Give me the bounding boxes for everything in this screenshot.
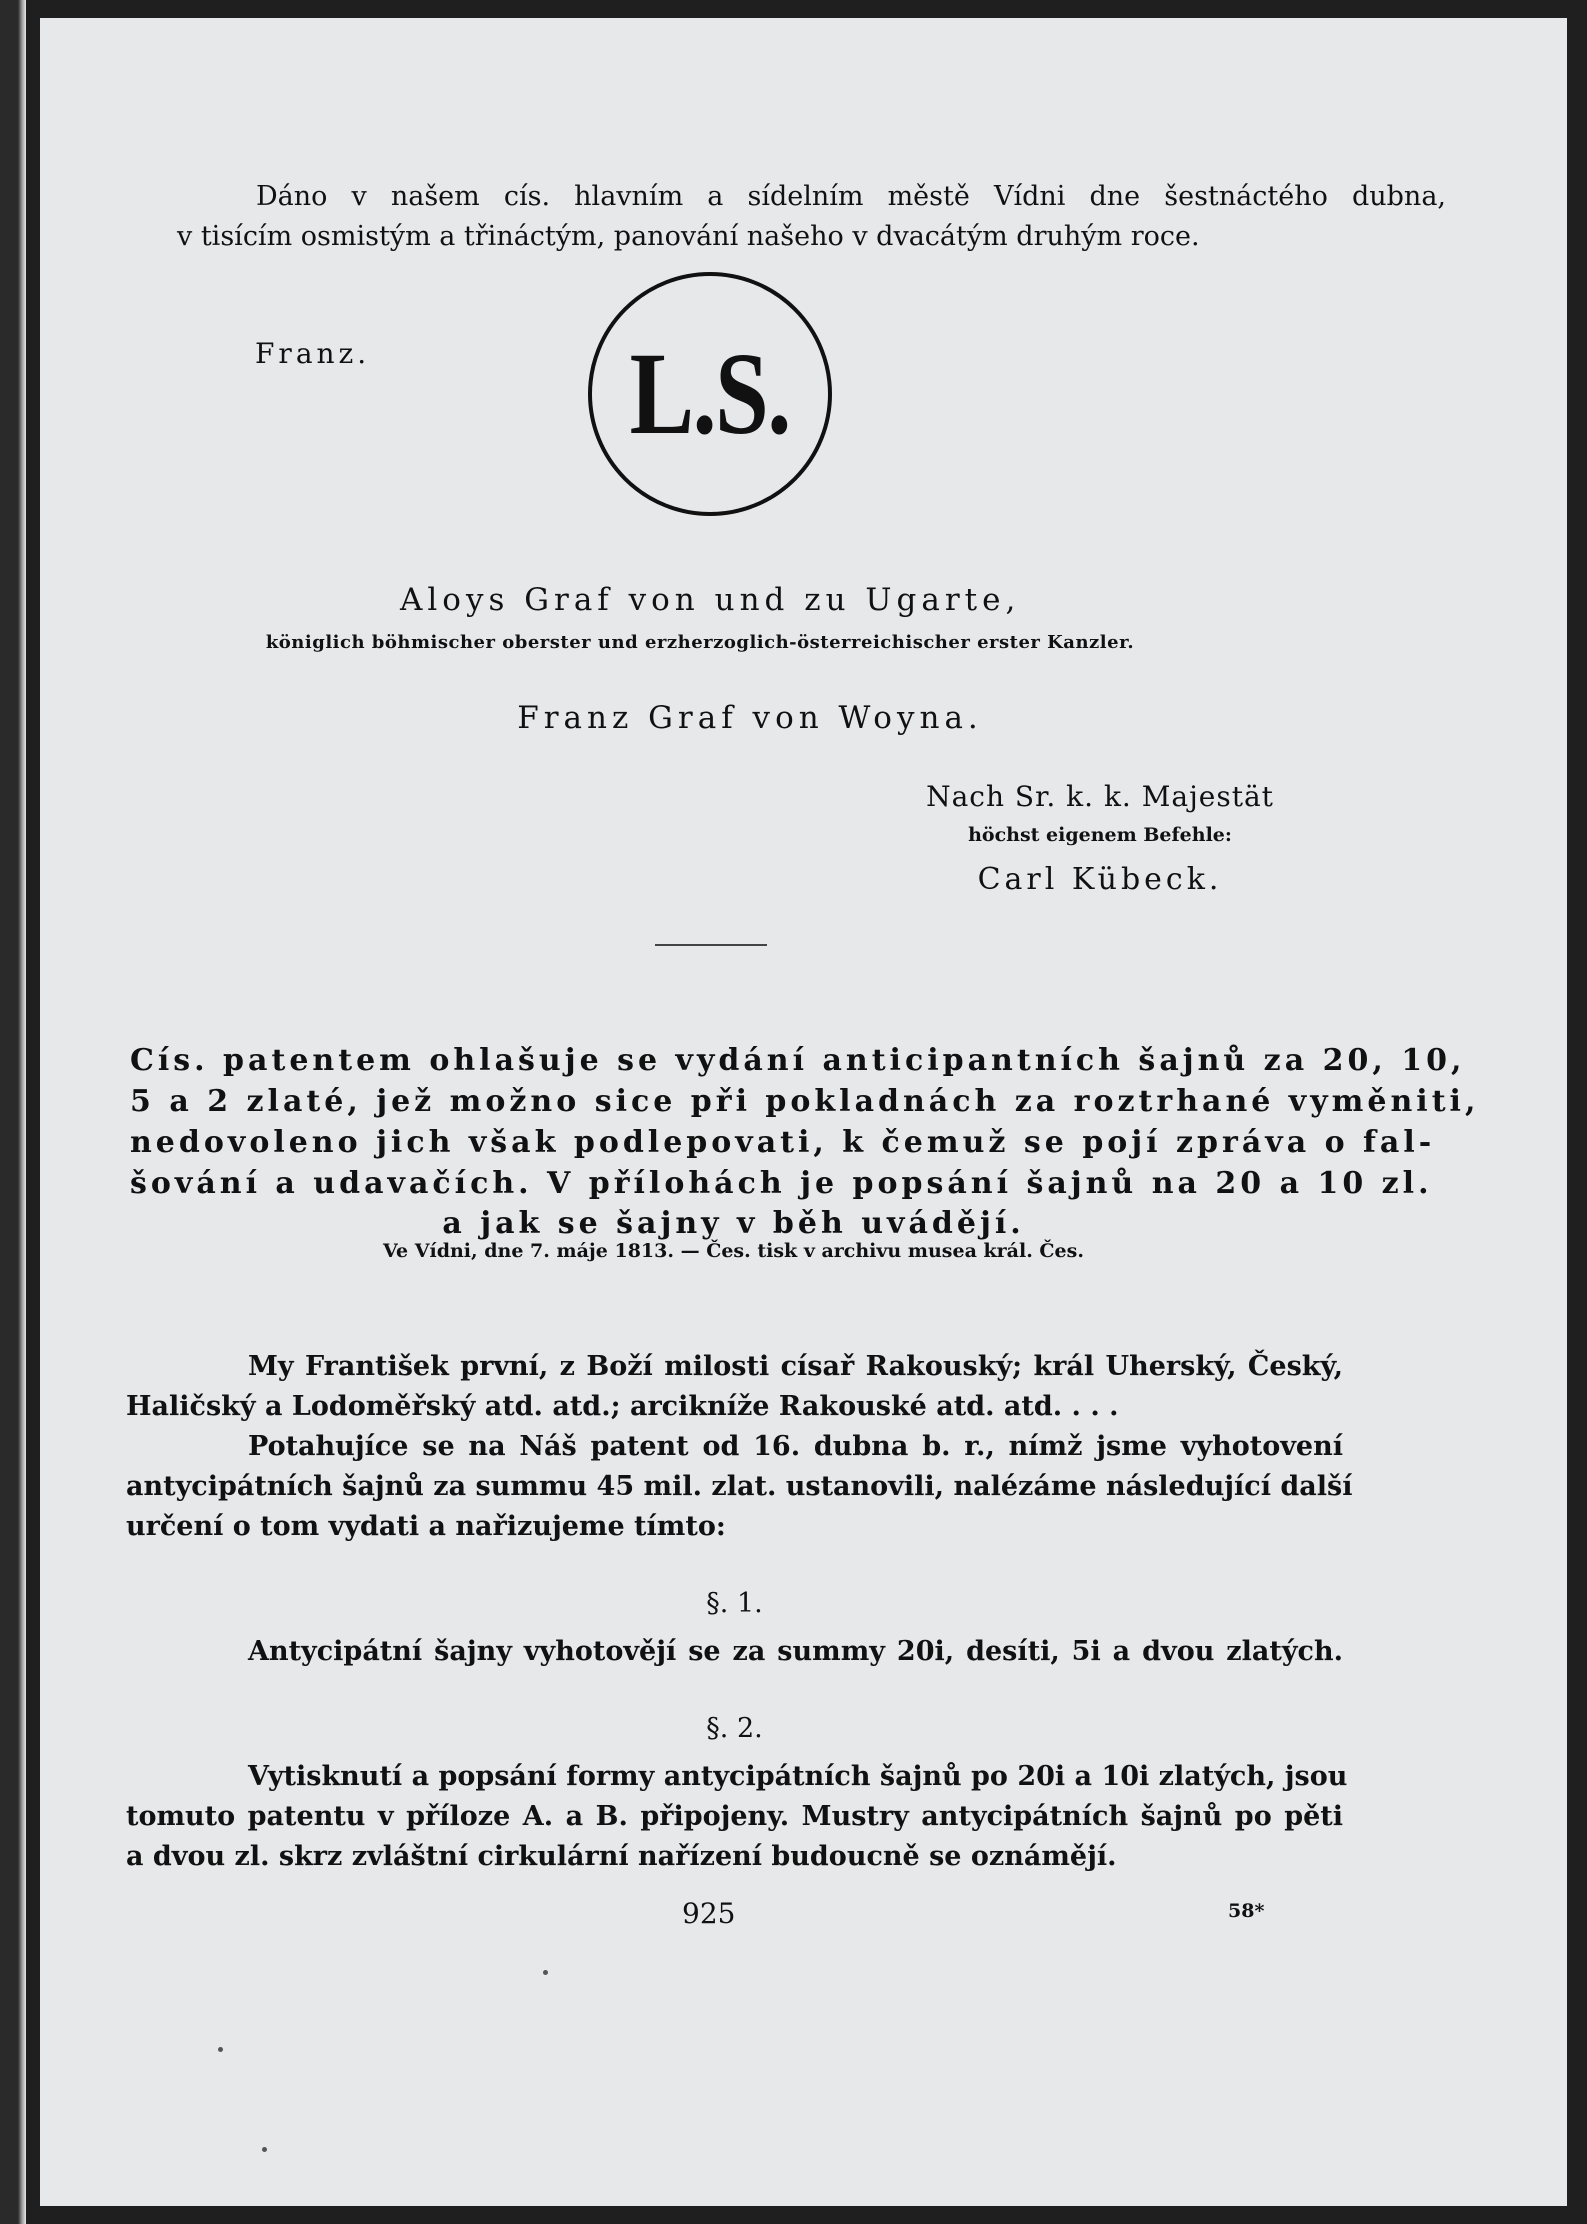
section-2-heading: §. 2.: [706, 1713, 763, 1744]
summary-line-1: Cís. patentem ohlašuje se vydání anticipantních šajnů za 20, 10,: [130, 1043, 1466, 1078]
section-divider: [655, 944, 767, 946]
authorization-line: Nach Sr. k. k. Majestät: [926, 780, 1274, 813]
dated-line-1: Dáno v našem cís. hlavním a sídelním městě Vídni dne šestnáctého dubna,: [256, 181, 1446, 212]
minister-title: königlich böhmischer oberster und erzherzoglich-österreichischer erster Kanzler.: [265, 632, 1135, 653]
section-1-text: Antycipátní šajny vyhotovějí se za summy 20i, desíti, 5i a dvou zlatých.: [248, 1636, 1343, 1667]
authorization-command: höchst eigenem Befehle:: [968, 824, 1232, 846]
section-1-heading: §. 1.: [706, 1588, 763, 1619]
scan-speck: [262, 2147, 267, 2152]
summary-line-4: šování a udavačích. V přílohách je popsání šajnů na 20 a 10 zl.: [130, 1166, 1433, 1201]
first-signature: Franz.: [255, 337, 371, 370]
scan-speck: [543, 1970, 548, 1975]
section-2-line-2: tomuto patentu v příloze A. a B. připojeny. Mustry antycipátních šajnů po pěti: [126, 1801, 1343, 1832]
intro-line-2: antycipátních šajnů za summu 45 mil. zlat. ustanovili, nalézáme následující další: [126, 1471, 1353, 1502]
preamble-line-1: My František první, z Boží milosti císař Rakouský; král Uherský, Český,: [248, 1351, 1343, 1382]
source-note: Ve Vídni, dne 7. máje 1813. — Čes. tisk v archivu musea král. Čes.: [383, 1240, 1084, 1262]
intro-line-3: určení o tom vydati a nařizujeme tímto:: [126, 1511, 726, 1542]
scan-speck: [218, 2047, 223, 2052]
second-signature: Franz Graf von Woyna.: [517, 700, 983, 736]
printer-signature-mark: 58*: [1228, 1900, 1265, 1922]
summary-line-3: nedovoleno jich však podlepovati, k čemuž se pojí zpráva o fal-: [130, 1125, 1436, 1160]
page-number: 925: [682, 1897, 736, 1930]
summary-line-2: 5 a 2 zlaté, jež možno sice při pokladnách za roztrhané vyměniti,: [130, 1084, 1480, 1119]
section-2-line-3: a dvou zl. skrz zvláštní cirkulární nařízení budoucně se oznámějí.: [126, 1841, 1117, 1872]
authorization-signer: Carl Kübeck.: [977, 862, 1223, 897]
intro-line-1: Potahujíce se na Náš patent od 16. dubna b. r., nímž jsme vyhotovení: [248, 1431, 1343, 1462]
seal-text: L.S.: [629, 328, 791, 459]
summary-line-5: a jak se šajny v běh uvádějí.: [442, 1206, 1025, 1241]
locus-sigilli-seal: [588, 272, 832, 516]
section-2-line-1: Vytisknutí a popsání formy antycipátních šajnů po 20i a 10i zlatých, jsou: [248, 1761, 1348, 1792]
minister-name: Aloys Graf von und zu Ugarte,: [400, 582, 1021, 618]
dated-line-2: v tisícím osmistým a třináctým, panování našeho v dvacátým druhým roce.: [177, 221, 1200, 252]
preamble-line-2: Haličský a Lodoměřský atd. atd.; arcikníže Rakouské atd. atd. . . .: [126, 1391, 1119, 1422]
scan-binding-edge: [0, 0, 26, 2224]
